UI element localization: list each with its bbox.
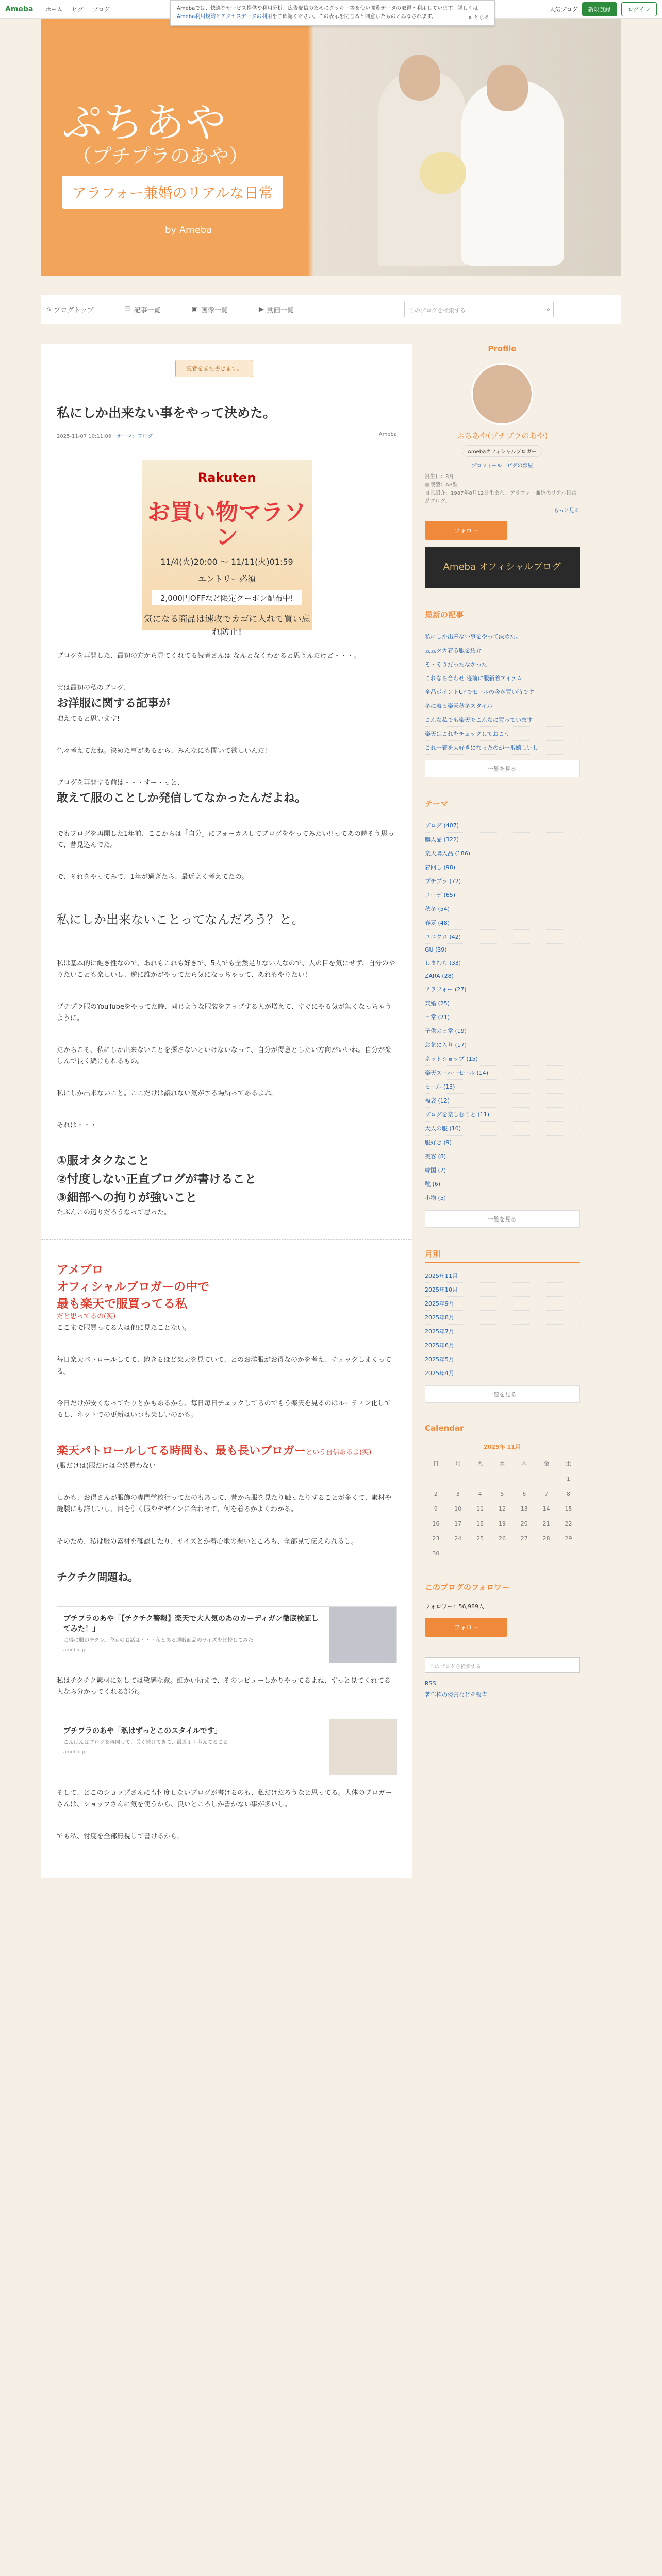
paragraph: しかも、お得さんが服飾の専門学校行ってたのもあって、昔から服を見たり触ったりすることが多くて、素材や縫製にも詳しいし、目を引く服やデザインに合わせて、何を着るかよくわかる。 <box>57 1494 392 1514</box>
calendar-weekday: 木 <box>521 1460 527 1467</box>
theme-link[interactable]: セール (13) <box>425 1080 580 1094</box>
calendar-weekday: 金 <box>543 1460 550 1467</box>
image-icon: ▣ <box>191 305 198 313</box>
followers-panel: このブログのフォロワー フォロワー：56,989人 フォロー <box>425 1582 580 1637</box>
theme-link[interactable]: 靴 (6) <box>425 1177 580 1191</box>
link-thumbnail <box>329 1607 396 1663</box>
profile-name[interactable]: ぷちあや(プチプラのあや) <box>456 431 548 440</box>
month-link[interactable]: 2025年11月 <box>425 1269 580 1283</box>
theme-link[interactable]: しまむら (33) <box>425 956 580 970</box>
nav-pigg[interactable]: ピグ <box>72 6 84 13</box>
calendar-day[interactable]: 8 <box>567 1490 571 1497</box>
video-icon: ▶ <box>258 305 264 313</box>
calendar-day <box>557 1546 580 1561</box>
post-meta <box>57 432 397 439</box>
recent-post-link[interactable]: 全品ポイントUPでセールの今が買い時です <box>425 685 580 699</box>
calendar-weekday: 月 <box>455 1460 461 1467</box>
theme-link[interactable]: GU (39) <box>425 944 580 956</box>
theme-link[interactable]: ZARA (28) <box>425 970 580 982</box>
main-content <box>41 344 412 1878</box>
recent-post-link[interactable]: こんな私でも楽天でこんなに買っています <box>425 713 580 727</box>
calendar-grid <box>425 1455 580 1561</box>
amember-badge: Ameba <box>378 432 397 437</box>
calendar-day[interactable]: 17 <box>454 1520 462 1527</box>
recent-post-link[interactable]: 私にしか出来ない事をやって決めた。 <box>425 630 580 643</box>
paragraph: そして、どこのショップさんにも忖度しないブログが書けるのも、私だけだろうなと思ってる。大体のブロガーさんは、ショップさんに気を使うから、良いところしか書かない事が多いし。 <box>57 1789 392 1808</box>
theme-link[interactable]: 購入品 (322) <box>425 833 580 846</box>
sidebar <box>425 344 580 1878</box>
calendar-day[interactable]: 3 <box>456 1490 460 1497</box>
paragraph: それは・・・ <box>57 1122 97 1130</box>
theme-link[interactable]: 福袋 (12) <box>425 1094 580 1108</box>
calendar-day[interactable]: 2 <box>434 1490 438 1497</box>
theme-link[interactable]: 秋冬 (54) <box>425 902 580 916</box>
profile-panel <box>425 344 580 588</box>
blog-subtitle: （プチプラのあや） <box>72 145 249 167</box>
post-date: 2025-11-07 10:11:09 <box>57 434 112 439</box>
post-theme[interactable]: テーマ：ブログ <box>117 434 153 439</box>
access-data-link[interactable]: アクセスデータの利用 <box>221 14 272 20</box>
byline: by Ameba <box>165 225 212 235</box>
calendar-day <box>447 1546 469 1561</box>
calendar-day[interactable]: 28 <box>542 1535 550 1542</box>
rakuten-logo: Rakuten <box>197 470 256 485</box>
recent-posts-panel: 最新の記事 私にしか出来ない事をやって決めた。 豆豆タカ着る服を紹介 そ・そうだったなかった これなら合わせ 寝前に服新着アイテム 全品ポイントUPでセールの今が買い時です 冬に着る楽天秋冬スタイル こんな私でも楽天でこんなに買っています 楽天はこれをチェックしておこう これ一着を大好きになったのが一番嬉しいし 一覧を見る <box>425 609 580 777</box>
theme-link[interactable]: 大人の服 (10) <box>425 1122 580 1136</box>
theme-link[interactable]: 兼婚 (25) <box>425 996 580 1010</box>
theme-link[interactable]: 子供の日常 (19) <box>425 1024 580 1038</box>
theme-link[interactable]: 日常 (21) <box>425 1010 580 1024</box>
rss-link[interactable]: RSS <box>425 1680 436 1687</box>
login-button[interactable]: ログイン <box>621 2 657 16</box>
paragraph: 色々考えてたね。決めた事があるから、みんなにも聞いて欲しいんだ! <box>57 747 268 755</box>
theme-link[interactable]: アラフォー (27) <box>425 982 580 996</box>
menu-images[interactable]: ▣ 画像一覧 <box>191 305 228 314</box>
theme-link[interactable]: 着回し (98) <box>425 860 580 874</box>
calendar-day[interactable]: 26 <box>498 1535 506 1542</box>
calendar-day[interactable]: 20 <box>520 1520 528 1527</box>
calendar-day <box>425 1471 447 1486</box>
calendar-day <box>447 1471 469 1486</box>
calendar-day[interactable]: 23 <box>432 1535 440 1542</box>
calendar-day <box>513 1546 535 1561</box>
emphasis: 楽天パトロールしてる時間も、最も長いブロガー <box>57 1444 306 1458</box>
follow-button-2[interactable]: フォロー <box>425 1618 507 1637</box>
recent-post-link[interactable]: 冬に着る楽天秋冬スタイル <box>425 699 580 713</box>
paragraph: プチプラ服のYouTubeをやってた時、同じような服装をアップする人が増えて、すぐにやる気が無くなっちゃうように。 <box>57 1003 392 1022</box>
close-notice-button[interactable]: × とじる <box>468 15 489 21</box>
month-panel: 月別 2025年11月 2025年10月 2025年9月 2025年8月 2025年7月 2025年6月 2025年5月 2025年4月 一覧を見る <box>425 1248 580 1403</box>
paragraph: たぶんこの辺りだろうなって思った。 <box>57 1209 171 1217</box>
profile-title: Profile <box>425 344 580 357</box>
month-link[interactable]: 2025年5月 <box>425 1352 580 1366</box>
calendar-day[interactable]: 27 <box>520 1535 528 1542</box>
theme-link[interactable]: 韓国 (7) <box>425 1163 580 1177</box>
calendar-weekday: 火 <box>477 1460 483 1467</box>
menu-blog-top[interactable]: ⌂ ブログトップ <box>46 305 94 314</box>
follow-button[interactable]: フォロー <box>425 521 507 540</box>
calendar-day <box>469 1471 491 1486</box>
home-icon: ⌂ <box>46 305 51 313</box>
post-title: 私にしか出来ない事をやって決めた。 <box>57 405 276 420</box>
official-banner[interactable]: Ameba オフィシャルブログ <box>425 547 580 588</box>
calendar-day[interactable]: 21 <box>542 1520 550 1527</box>
theme-link[interactable]: ブログ (407) <box>425 819 580 833</box>
calendar-day[interactable]: 12 <box>498 1505 506 1512</box>
calendar-day <box>535 1546 557 1561</box>
blog-tagline: アラフォー兼婚のリアルな日常 <box>62 176 283 209</box>
emphasis: 敢えて服のことしか発信してなかったんだよね。 <box>57 791 307 805</box>
theme-link[interactable]: 楽天スーパーセール (14) <box>425 1066 580 1080</box>
calendar-day[interactable]: 4 <box>478 1490 482 1497</box>
ameba-logo[interactable]: Ameba <box>5 5 34 13</box>
calendar-day[interactable]: 9 <box>434 1505 438 1512</box>
theme-link[interactable]: 小物 (5) <box>425 1191 580 1205</box>
calendar-weekday: 日 <box>433 1460 439 1467</box>
recent-post-link[interactable]: これなら合わせ 寝前に服新着アイテム <box>425 671 580 685</box>
calendar-day[interactable]: 5 <box>500 1490 504 1497</box>
couple-photo <box>358 39 580 266</box>
calendar-day[interactable]: 7 <box>544 1490 549 1497</box>
paragraph: だからこそ、私にしか出来ないことを探さないといけないなって、自分が得意としたい方向がいいね。自分が楽しんで長く続けられるもの。 <box>57 1046 392 1065</box>
paragraph: 実は最初の私のブログ、 <box>57 684 130 692</box>
calendar-panel: Calendar 2025年 11月 日 月 火 水 木 金 土 1 2 3 4 5 6 7 8 9 10 11 12 13 14 15 16 17 18 19 20 21 22 23 24 25 26 27 28 29 30 <box>425 1423 580 1561</box>
theme-link[interactable]: プチプラ (72) <box>425 874 580 888</box>
calendar-day <box>469 1546 491 1561</box>
month-link[interactable]: 2025年6月 <box>425 1338 580 1352</box>
ad-headline: お買い物マラソン <box>147 499 306 551</box>
recent-post-link[interactable]: これ一着を大好きになったのが一番嬉しいし <box>425 741 580 755</box>
menu-articles[interactable]: ☰ 記事一覧 <box>124 305 161 314</box>
theme-panel: テーマ ブログ (407) 購入品 (322) 楽天購入品 (186) 着回し (98) プチプラ (72) コーデ (65) 秋冬 (54) 春夏 (48) ユニクロ (42) GU (39) しまむら (33) ZARA (28) アラフォー (27) 兼婚 (25) 日常 (21) 子供の日常 (19) お気に入り (17) ネットショップ (15) 楽天スーパーセール (14) セール (13) 福袋 (12) ブログを楽しむこと (11) 大人の服 (10) 服好き (9) 美容 (8) 韓国 (7) 靴 (6) 小物 (5) 一覧を見る <box>425 798 580 1228</box>
ad-entry: エントリー必須 <box>197 573 256 584</box>
top-nav <box>45 5 109 13</box>
emphasis: チクチク問題ね。 <box>57 1570 139 1583</box>
blog-menu <box>41 295 621 324</box>
paragraph: でもブログを再開した1年前、ここからは「自分」にフォーカスしてブログをやってみたい!!ってあの時そう思って、昔見込んでた。 <box>57 830 394 850</box>
calendar-month: 2025年 11月 <box>484 1444 521 1450</box>
register-button[interactable]: 新規登録 <box>582 2 617 16</box>
profile-info: 誕生日：8月 血液型：AB型 自己紹介：1987年8月12日生まれ、アラフォー兼婚のリアル日常系ブログ。 <box>425 474 577 504</box>
calendar-day[interactable]: 30 <box>432 1550 440 1557</box>
theme-link[interactable]: 楽天購入品 (186) <box>425 846 580 860</box>
month-link[interactable]: 2025年4月 <box>425 1366 580 1380</box>
cookie-notice: Amebaでは、快適なサービス提供や利用分析、広告配信のためにクッキー等を使い閲覧データの取得・利用しています。詳しくはAmeba利用規約とアクセスデータの利用をご確認ください。この表示を閉じると同意したものとみなされます。 × とじる <box>170 0 495 26</box>
calendar-day[interactable]: 11 <box>476 1505 484 1512</box>
list-icon: ☰ <box>124 305 131 313</box>
profile-more-link[interactable]: もっと見る <box>554 508 580 514</box>
calendar-day <box>535 1471 557 1486</box>
link-thumbnail <box>329 1719 396 1775</box>
calendar-day[interactable]: 10 <box>454 1505 462 1512</box>
sidebar-search-panel <box>425 1657 580 1701</box>
avatar[interactable] <box>471 363 533 425</box>
calendar-day <box>491 1546 514 1561</box>
calendar-day[interactable]: 25 <box>476 1535 484 1542</box>
calendar-day[interactable]: 13 <box>520 1505 528 1512</box>
search-icon[interactable]: ⌕ <box>547 306 550 313</box>
month-link[interactable]: 2025年7月 <box>425 1325 580 1338</box>
theme-more-button[interactable]: 一覧を見る <box>425 1210 580 1228</box>
follow-reminder[interactable]: 読者をまた書きます。 <box>175 360 253 377</box>
calendar-day[interactable]: 29 <box>565 1535 572 1542</box>
profile-links[interactable]: プロフィール ピグの部屋 <box>471 463 533 469</box>
link-card[interactable]: プチプラのあや「【チクチク警報】楽天で大人気のあのカーディガン徹底検証してみた！」 お得に服がチクン。今回のお話は・・・私とある通販商品のサイズを比較してみた ameblo.jp <box>57 1606 397 1663</box>
month-more-button[interactable]: 一覧を見る <box>425 1385 580 1403</box>
emphasis: お洋服に関する記事が <box>57 697 171 710</box>
paragraph: 今日だけが安くなってたりとかもあるから、毎日毎日チェックしてるのでもう楽天を見るのはルーティン化してるし、ネットでの更新はいつも楽しいのかも。 <box>57 1399 391 1419</box>
theme-link[interactable]: 春夏 (48) <box>425 916 580 930</box>
top-bar <box>0 0 662 19</box>
nav-home[interactable]: ホーム <box>45 6 63 13</box>
sidebar-search-input[interactable]: このブログを検索する <box>425 1657 580 1673</box>
calendar-day[interactable]: 18 <box>476 1520 484 1527</box>
rakuten-ad[interactable] <box>142 460 312 637</box>
theme-link[interactable]: コーデ (65) <box>425 888 580 902</box>
theme-link[interactable]: 服好き (9) <box>425 1136 580 1149</box>
post-body: ブログを再開した、最初の方から見てくれてる読者さんは なんとなくわかると思うんだけど・・・。 実は最初の私のブログ、 お洋服に関する記事が 増えてると思います! 色々考えてたね。決めた事があるから、みんなにも聞いて欲しいんだ! ブログを再開する前は・・・すー・っと、 敢えて服のことしか発信してなかったんだよね。 でもブログを再開した1年前、ここからは「自分」にフォーカスしてブログをやってみたい!!ってあの時そう思って、昔見込んでた。 で、それをやってみて、1年が過ぎたら、最近よく考えてたの。 私にしか出来ないことってなんだろう？と。 私は基本的に飽き性なので、あれもこれも好きで、5人でも全然足りない人なので、人の目を気にせず、自分のやりたいことも楽しいし、逆に誰かがやってたら気になっちゃって、あれもやりたい！ プチプラ服のYouTubeをやってた時、同じような服装をアップする人が増えて、すぐにやる気が無くなっちゃうように。 だからこそ、私にしか出来ないことを探さないといけないなって、自分が得意としたい方向がいいね。自分が楽しんで長く続けられるもの。 私にしか出来ないこと。ここだけは譲れない気がする場所ってあるよね。 それは・・・ ①服オタクなこと ②忖度しない正直ブログが書けること ③細部への拘りが強いこと たぶんこの辺りだろうなって思った。 アメブロ オフィシャルブロガーの中で 最も楽天で服買ってる私 だと思ってるの(笑) ここまで服買ってる人は他に見たことない。 毎日楽天パトロールしてて、飽きるほど楽天を見ていて、どのお洋服がお得なのかを考え、チェックしまくってる。 今日だけが安くなってたりとかもあるから、毎日毎日チェックしてるのでもう楽天を見るのはルーティン化してるし、ネットでの更新はいつも楽しいのかも。 楽天パトロールしてる時間も、最も長いブロガーという自信あるよ(笑) (服だけは)服だけは全然買わない しかも、お得さんが服飾の専門学校行ってたのもあって、昔から服を見たり触ったりすることが多くて、素材や縫製にも詳しいし、目を引く服やデザインに合わせて、何を着るかよくわかる。 そのため、私は服の素材を確認したり、サイズとか着心地の悪いところも、全部見て伝えられるし。 チクチク問題ね。 プチプラのあや「【チクチク警報】楽天で大人気のあのカーディガン徹底検証してみた！」 お得に服がチクン。今回のお話は・・・私とある通販商品のサイズを比較してみた ameblo.jp 私はチクチク素材に対しては敏感な派。細かい所まで、そのレビューしかりやってるよね、ずっと見てくれてる人なら分かってくれる部分。 プチプラのあや「私はずっとこのスタイルです」 こんばんはブログを再開して、長く続けてきて、最近よく考えてること ameblo.jp そして、どこのショップさんにも忖度しないブログが書けるのも、私だけだろうなと思ってる。大体のブロガーさんは、ショップさんに気を使うから、良いところしか書かない事が多いし。 でも私、忖度を全部無視して書けるから。 <box>57 651 397 1842</box>
month-link[interactable]: 2025年8月 <box>425 1311 580 1325</box>
calendar-day[interactable]: 15 <box>565 1505 572 1512</box>
calendar-day[interactable]: 24 <box>454 1535 462 1542</box>
month-link[interactable]: 2025年10月 <box>425 1283 580 1297</box>
theme-link[interactable]: お気に入り (17) <box>425 1038 580 1052</box>
mid-heading: 私にしか出来ないことってなんだろう？と。 <box>57 912 304 927</box>
ad-foot: 気になる商品は速攻でカゴに入れて買い忘れ防止! <box>143 614 310 637</box>
link-card[interactable]: プチプラのあや「私はずっとこのスタイルです」 こんばんはブログを再開して、長く続けてきて、最近よく考えてること ameblo.jp <box>57 1719 397 1775</box>
popular-blog-link[interactable]: 人気ブログ <box>549 6 578 13</box>
red-heading: アメブロ オフィシャルブロガーの中で 最も楽天で服買ってる私 <box>57 1263 210 1311</box>
theme-link[interactable]: ネットショップ (15) <box>425 1052 580 1066</box>
calendar-day[interactable]: 6 <box>522 1490 526 1497</box>
ad-dates: 11/4(火)20:00 〜 11/11(火)01:59 <box>160 556 293 567</box>
follower-count: フォロワー：56,989人 <box>425 1603 484 1610</box>
paragraph: 私は基本的に飽き性なので、あれもこれも好きで、5人でも全然足りない人なので、人の目を気にせず、自分のやりたいことも楽しいし、逆に誰かがやってたら気になっちゃって、あれもやりたい！ <box>57 959 395 979</box>
calendar-weekday: 土 <box>566 1460 572 1467</box>
calendar-day[interactable]: 16 <box>432 1520 440 1527</box>
official-badge: Amebaオフィシャルブロガー <box>462 445 542 457</box>
calendar-day[interactable]: 22 <box>565 1520 572 1527</box>
report-link[interactable]: 著作権の侵害などを報告 <box>425 1691 487 1698</box>
recent-post-link[interactable]: 豆豆タカ着る服を紹介 <box>425 643 580 657</box>
calendar-day <box>491 1471 514 1486</box>
calendar-weekday: 水 <box>499 1460 505 1467</box>
recent-more-button[interactable]: 一覧を見る <box>425 760 580 777</box>
calendar-day <box>513 1471 535 1486</box>
paragraph: ブログを再開する前は・・・すー・っと、 <box>57 778 184 787</box>
recent-post-link[interactable]: そ・そうだったなかった <box>425 657 580 671</box>
paragraph: そのため、私は服の素材を確認したり、サイズとか着心地の悪いところも、全部見て伝えられるし。 <box>57 1537 358 1546</box>
paragraph: で、それをやってみて、1年が過ぎたら、最近よく考えてたの。 <box>57 873 249 882</box>
theme-link[interactable]: 美容 (8) <box>425 1149 580 1163</box>
blog-title: ぷちあや <box>62 100 227 146</box>
menu-videos[interactable]: ▶ 動画一覧 <box>258 305 294 314</box>
month-link[interactable]: 2025年9月 <box>425 1297 580 1311</box>
paragraph: 私にしか出来ないこと。ここだけは譲れない気がする場所ってあるよね。 <box>57 1090 278 1098</box>
recent-post-link[interactable]: 楽天はこれをチェックしておこう <box>425 727 580 741</box>
paragraph: 毎日楽天パトロールしてて、飽きるほど楽天を見ていて、どのお洋服がお得なのかを考え、チェックしまくってる。 <box>57 1356 392 1376</box>
paragraph: 私はチクチク素材に対しては敏感な派。細かい所まで、そのレビューしかりやってるよね、ずっと見てくれてる人なら分かってくれる部分。 <box>57 1676 391 1696</box>
theme-link[interactable]: ブログを楽しむこと (11) <box>425 1108 580 1122</box>
calendar-day[interactable]: 1 <box>567 1476 571 1482</box>
paragraph: ブログを再開した、最初の方から見てくれてる読者さんは なんとなくわかると思うんだけど・・・。 <box>57 652 361 660</box>
terms-link[interactable]: Ameba利用規約 <box>177 14 216 20</box>
blog-header[interactable] <box>41 19 621 276</box>
theme-link[interactable]: ユニクロ (42) <box>425 930 580 944</box>
calendar-day[interactable]: 14 <box>542 1505 550 1512</box>
calendar-day[interactable]: 19 <box>498 1520 506 1527</box>
strength-list: ①服オタクなこと ②忖度しない正直ブログが書けること ③細部への拘りが強いこと <box>57 1154 257 1205</box>
blog-search-input[interactable]: このブログを検索する ⌕ <box>404 302 554 317</box>
nav-blog[interactable]: ブログ <box>92 6 110 13</box>
ad-coupon: 2,000円OFFなど限定クーポン配布中! <box>152 590 302 605</box>
paragraph: でも私、忖度を全部無視して書けるから。 <box>57 1833 185 1840</box>
